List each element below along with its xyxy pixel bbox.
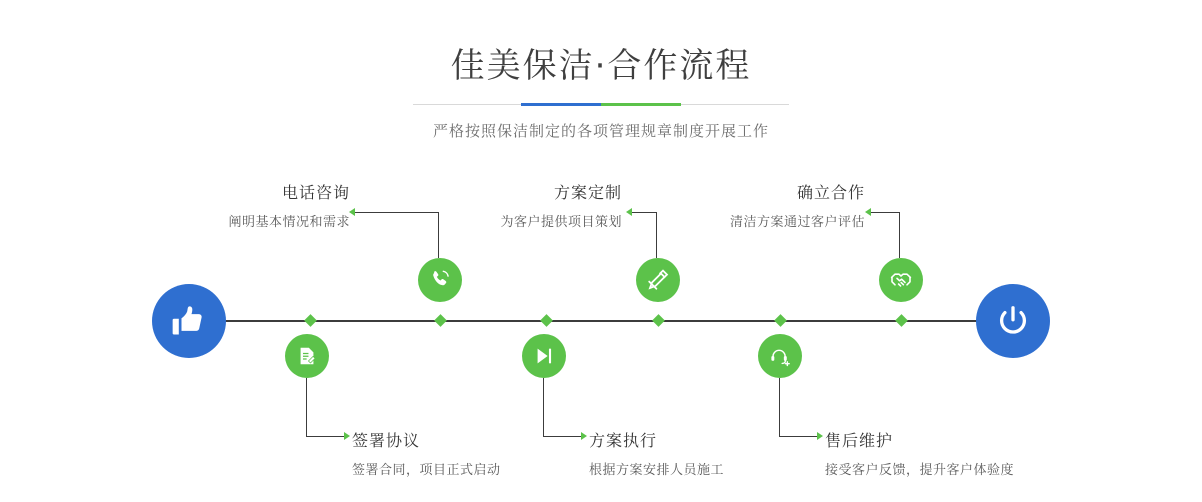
step-desc-2: 签署合同，项目正式启动 [352,463,501,478]
axis-marker-1 [304,314,317,327]
connector-4-vertical [543,378,544,436]
step-node-2 [285,334,329,378]
connector-6-horizontal [779,436,817,437]
axis-marker-5 [774,314,787,327]
connector-2-horizontal [306,436,344,437]
step-desc-6: 接受客户反馈，提升客户体验度 [825,463,1015,478]
step-label-1 [110,180,350,230]
step-title-1: 电话咨询 [281,183,350,202]
step-node-6 [758,334,802,378]
connector-2-vertical [306,378,307,436]
thumbs-up-icon [171,303,207,339]
connector-5-arrow [865,208,871,216]
step-title-2: 签署协议 [352,431,421,450]
connector-6-vertical [779,378,780,436]
connector-4-horizontal [543,436,581,437]
step-label-5 [625,180,865,230]
flow-start-thumbs-up [152,284,226,358]
step-title-3: 方案定制 [553,183,622,202]
step-title-5: 确立合作 [796,183,865,202]
handshake-icon [889,268,913,292]
title-divider [413,103,789,106]
step-node-1 [418,258,462,302]
divider-blue-segment [521,103,601,106]
connector-5-vertical [899,212,900,258]
power-icon [995,303,1031,339]
process-flow-diagram [0,150,1202,502]
step-desc-3: 为客户提供项目策划 [500,215,622,230]
step-title-4: 方案执行 [589,431,658,450]
step-label-3 [382,180,622,230]
divider-green-segment [601,103,681,106]
step-label-6 [825,428,1125,478]
axis-marker-2 [434,314,447,327]
axis-marker-3 [540,314,553,327]
axis-marker-6 [895,314,908,327]
connector-4-arrow [581,432,587,440]
page-header [0,0,1202,141]
document-edit-icon [296,345,318,367]
step-node-4 [522,334,566,378]
page-title: 佳美保洁·合作流程 [450,46,752,86]
step-node-5 [879,258,923,302]
connector-2-arrow [344,432,350,440]
axis-marker-4 [652,314,665,327]
connector-5-horizontal [871,212,899,213]
step-desc-5: 清洁方案通过客户评估 [729,215,865,230]
pen-ruler-icon [646,268,670,292]
step-title-6: 售后维护 [825,431,894,450]
step-node-3 [636,258,680,302]
play-forward-icon [533,345,555,367]
step-desc-1: 阐明基本情况和需求 [228,215,350,230]
page-subtitle: 严格按照保洁制定的各项管理规章制度开展工作 [432,122,769,140]
phone-call-icon [428,268,452,292]
customer-service-icon [769,345,791,367]
connector-6-arrow [817,432,823,440]
step-desc-4: 根据方案安排人员施工 [589,463,725,478]
flow-end-power [976,284,1050,358]
